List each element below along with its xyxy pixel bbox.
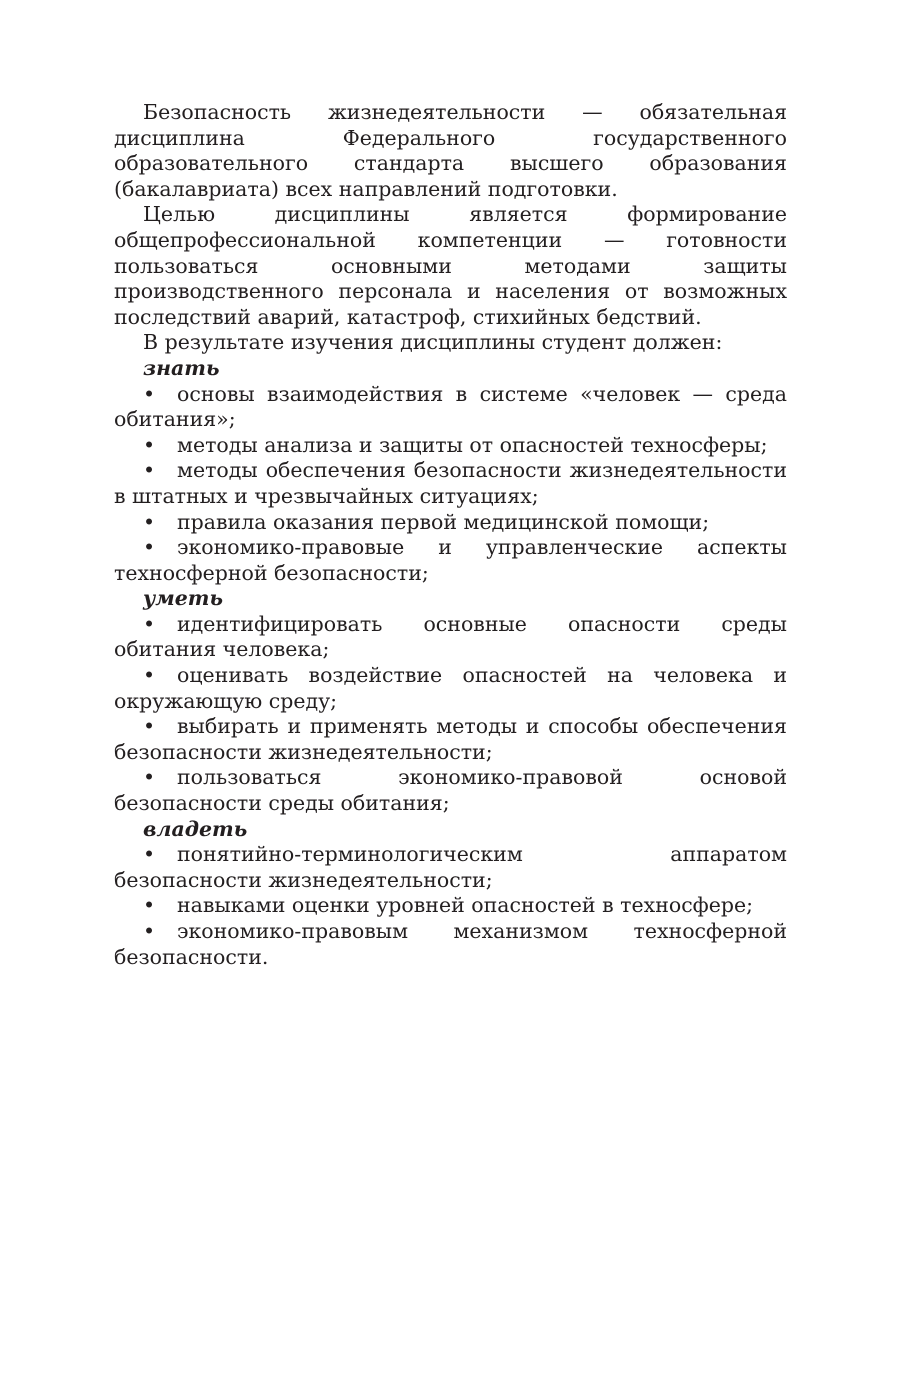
bullet-icon: •	[143, 458, 156, 483]
list-item	[114, 382, 787, 433]
list-item	[114, 535, 787, 586]
section-master	[114, 817, 787, 971]
bullet-icon: •	[143, 381, 156, 406]
list-item-text: основы взаимодействия в системе «человек — среда обитания»;	[114, 381, 787, 432]
list-item	[114, 765, 787, 816]
section-be-able	[114, 586, 787, 816]
intro-paragraph-2: Целью дисциплины является формирование общепрофессиональной компетенции — готовности пользоваться основными методами защиты производственного персонала и населения от возможных последствий аварий, катастроф, стихийных бедствий.	[114, 202, 787, 329]
list-item-text: выбирать и применять методы и способы обеспечения безопасности жизнедеятельности;	[114, 714, 787, 764]
list-item-text: идентифицировать основные опасности среды обитания человека;	[114, 611, 787, 662]
document-body	[114, 100, 787, 970]
bullet-icon: •	[143, 663, 156, 688]
list-item	[114, 893, 787, 919]
list-item-text: методы обеспечения безопасности жизнедеятельности в штатных и чрезвычайных ситуациях;	[114, 458, 787, 508]
list-item-text: понятийно-терминологическим аппаратом безопасности жизнедеятельности;	[114, 842, 787, 892]
list-item-text: пользоваться экономико-правовой основой безопасности среды обитания;	[114, 765, 787, 816]
list-item-text: экономико-правовым механизмом техносферной безопасности.	[114, 919, 787, 969]
section-heading-be-able: уметь	[143, 586, 224, 611]
list-item-text: методы анализа и защиты от опасностей техносферы;	[177, 432, 768, 457]
list-item	[114, 510, 787, 536]
be-able-list	[114, 612, 787, 817]
list-item	[114, 714, 787, 765]
bullet-icon: •	[143, 535, 156, 560]
section-heading-know: знать	[143, 355, 220, 380]
bullet-icon: •	[143, 611, 156, 636]
list-item	[114, 612, 787, 663]
list-item-text: оценивать воздействие опасностей на человека и окружающую среду;	[114, 663, 787, 713]
intro-paragraph-1: Безопасность жизнедеятельности — обязательная дисциплина Федерального государственного образовательного стандарта высшего образования (бакалавриата) всех направлений подготовки.	[114, 100, 787, 201]
bullet-icon: •	[143, 842, 156, 867]
bullet-icon: •	[143, 714, 156, 739]
section-know	[114, 356, 787, 586]
bullet-icon: •	[143, 893, 156, 918]
list-item-text: экономико-правовые и управленческие аспекты техносферной безопасности;	[114, 535, 787, 585]
bullet-icon: •	[143, 432, 156, 457]
master-list	[114, 842, 787, 970]
bullet-icon: •	[143, 765, 156, 790]
section-heading-master: владеть	[143, 816, 248, 841]
list-item	[114, 663, 787, 714]
list-item	[114, 919, 787, 970]
bullet-icon: •	[143, 919, 156, 943]
bullet-icon: •	[143, 509, 156, 534]
list-item-text: правила оказания первой медицинской помощи;	[177, 509, 710, 534]
list-item	[114, 842, 787, 893]
list-item	[114, 433, 787, 459]
list-item-text: навыками оценки уровней опасностей в техносфере;	[177, 893, 754, 918]
intro-paragraph-3: В результате изучения дисциплины студент должен:	[143, 330, 723, 355]
list-item	[114, 458, 787, 509]
know-list	[114, 382, 787, 587]
